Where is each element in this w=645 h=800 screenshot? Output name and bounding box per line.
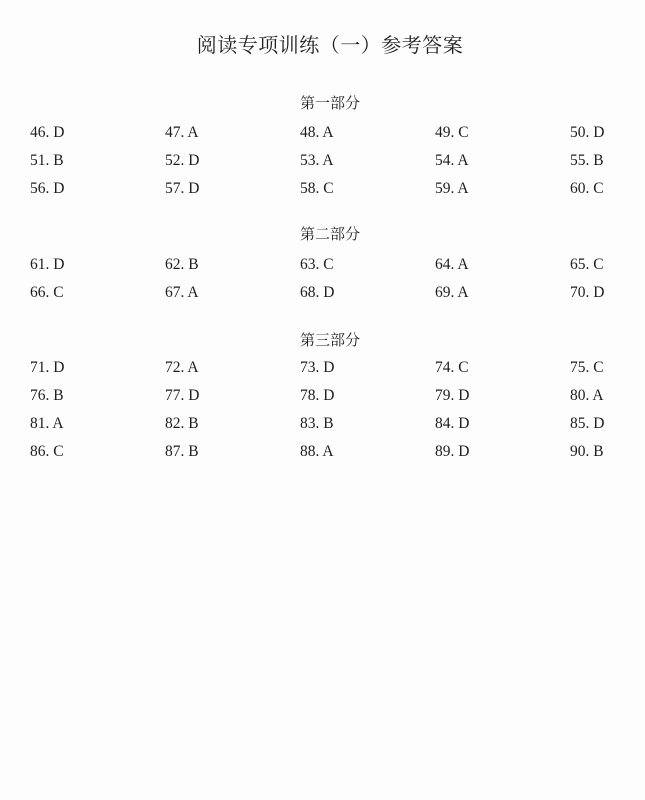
answer-item: 86. C — [30, 443, 64, 460]
answer-row — [0, 415, 645, 435]
answer-item: 66. C — [30, 284, 64, 301]
answer-item: 77. D — [165, 387, 200, 404]
answer-item: 73. D — [300, 359, 335, 376]
answer-row — [0, 124, 645, 144]
answer-item: 81. A — [30, 415, 64, 432]
answer-item: 71. D — [30, 359, 65, 376]
answer-item: 74. C — [435, 359, 469, 376]
answer-item: 59. A — [435, 180, 469, 197]
answer-item: 53. A — [300, 152, 334, 169]
answer-row — [0, 256, 645, 276]
answer-item: 87. B — [165, 443, 199, 460]
page-title: 阅读专项训练（一）参考答案 — [196, 35, 464, 57]
answer-item: 49. C — [435, 124, 469, 141]
answer-item: 50. D — [570, 124, 605, 141]
answer-row — [0, 387, 645, 407]
answer-row — [0, 152, 645, 172]
answer-item: 46. D — [30, 124, 65, 141]
answer-item: 82. B — [165, 415, 199, 432]
answer-item: 89. D — [435, 443, 470, 460]
answer-item: 55. B — [570, 152, 604, 169]
answer-item: 70. D — [570, 284, 605, 301]
answer-item: 62. B — [165, 256, 199, 273]
answer-item: 54. A — [435, 152, 469, 169]
answer-row — [0, 180, 645, 200]
answer-item: 58. C — [300, 180, 334, 197]
section-heading: 第二部分 — [299, 227, 360, 243]
section-heading: 第三部分 — [299, 333, 360, 349]
answer-item: 47. A — [165, 124, 199, 141]
answer-item: 56. D — [30, 180, 65, 197]
answer-item: 84. D — [435, 415, 470, 432]
answer-item: 79. D — [435, 387, 470, 404]
answer-item: 80. A — [570, 387, 604, 404]
answer-item: 90. B — [570, 443, 604, 460]
answer-item: 75. C — [570, 359, 604, 376]
answer-item: 52. D — [165, 152, 200, 169]
answer-item: 78. D — [300, 387, 335, 404]
answer-item: 69. A — [435, 284, 469, 301]
answer-item: 76. B — [30, 387, 64, 404]
answer-item: 68. D — [300, 284, 335, 301]
answer-item: 85. D — [570, 415, 605, 432]
answer-item: 83. B — [300, 415, 334, 432]
answer-item: 65. C — [570, 256, 604, 273]
answer-item: 57. D — [165, 180, 200, 197]
answer-item: 72. A — [165, 359, 199, 376]
answer-item: 63. C — [300, 256, 334, 273]
answer-item: 64. A — [435, 256, 469, 273]
answer-row — [0, 359, 645, 379]
answer-item: 60. C — [570, 180, 604, 197]
section-heading: 第一部分 — [299, 96, 360, 112]
answer-item: 61. D — [30, 256, 65, 273]
answer-row — [0, 284, 645, 304]
answer-item: 67. A — [165, 284, 199, 301]
answer-item: 51. B — [30, 152, 64, 169]
answer-item: 88. A — [300, 443, 334, 460]
answer-row — [0, 443, 645, 463]
answer-item: 48. A — [300, 124, 334, 141]
